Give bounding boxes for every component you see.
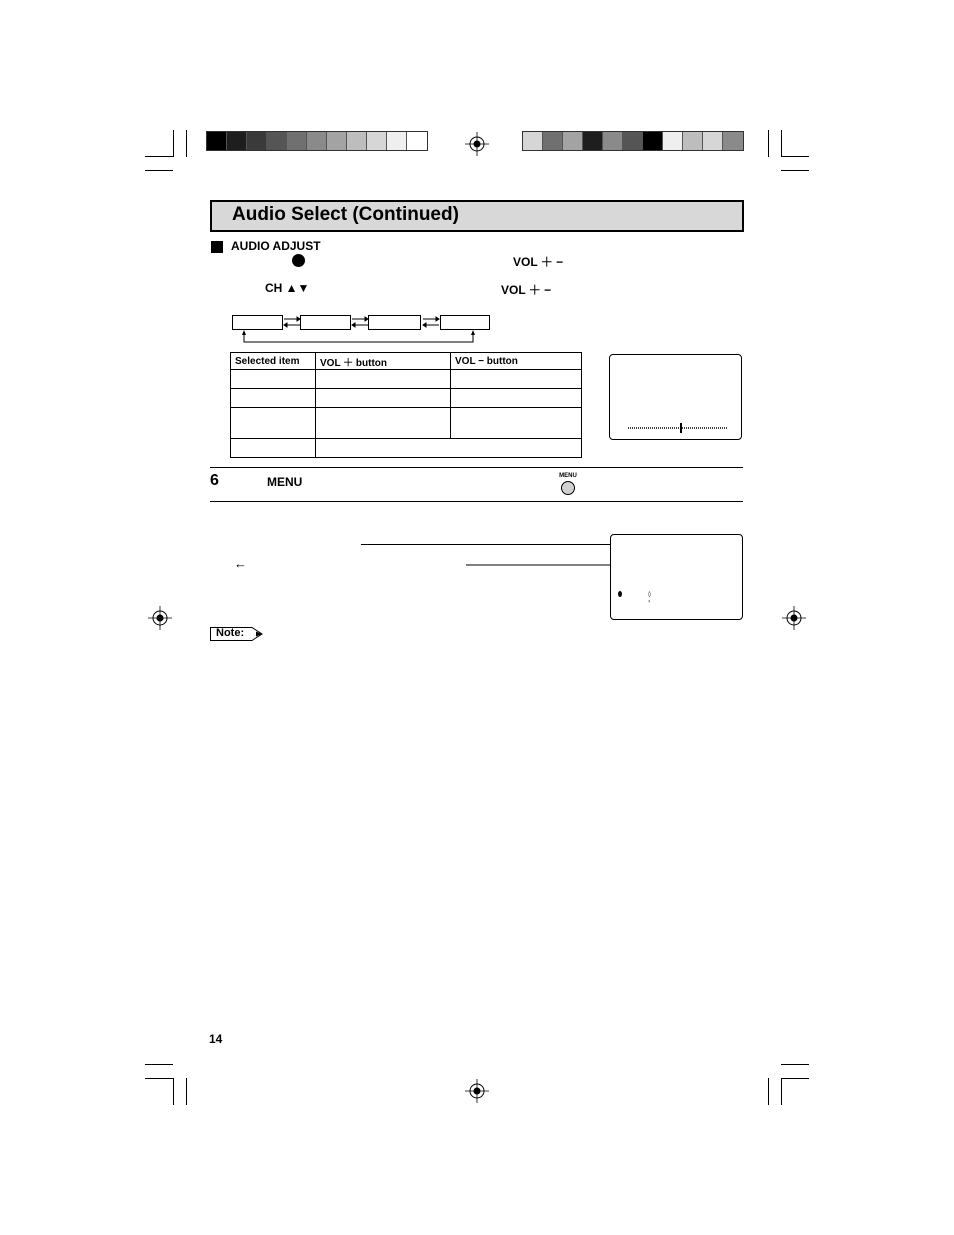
menu-button-label: MENU	[559, 473, 577, 479]
color-swatch	[367, 132, 387, 150]
divider	[210, 467, 743, 468]
color-swatch	[387, 132, 407, 150]
color-swatch	[603, 132, 623, 150]
color-swatch	[563, 132, 583, 150]
color-swatch	[723, 132, 743, 150]
divider	[210, 501, 743, 502]
section-heading: AUDIO ADJUST	[231, 239, 321, 253]
page-title: Audio Select (Continued)	[232, 204, 459, 225]
registration-target-icon	[465, 132, 489, 156]
audio-adjust-table	[230, 352, 582, 458]
page-number: 14	[209, 1032, 223, 1046]
vol-plus-minus-label: VOL ＋ −	[513, 255, 564, 269]
registration-target-icon	[465, 1079, 489, 1103]
color-swatch	[663, 132, 683, 150]
color-swatch	[347, 132, 367, 150]
color-swatch	[267, 132, 287, 150]
color-calibration-bar-left	[206, 131, 428, 151]
menu-label: MENU	[267, 475, 303, 489]
balance-level-bar	[627, 423, 729, 433]
svg-text:◊: ◊	[648, 591, 651, 598]
table-header: VOL − button	[451, 353, 582, 370]
color-swatch	[227, 132, 247, 150]
tv-screen-menu	[610, 534, 743, 620]
registration-target-icon	[148, 606, 172, 630]
title-band	[210, 200, 744, 232]
color-swatch	[327, 132, 347, 150]
color-swatch	[583, 132, 603, 150]
section-bullet-icon	[211, 241, 223, 253]
color-calibration-bar-right	[522, 131, 744, 151]
registration-target-icon	[782, 606, 806, 630]
color-swatch	[207, 132, 227, 150]
color-swatch	[623, 132, 643, 150]
table-row	[231, 370, 582, 389]
left-arrow-icon: ←	[234, 556, 247, 571]
color-swatch	[287, 132, 307, 150]
svg-text:‹: ‹	[648, 598, 651, 605]
menu-item-markers	[647, 589, 655, 605]
color-swatch	[407, 132, 427, 150]
ch-up-down-label: CH ▲▼	[265, 281, 310, 295]
enter-button-icon	[292, 254, 305, 267]
color-swatch	[683, 132, 703, 150]
cursor-dot-icon	[618, 591, 622, 597]
table-row	[231, 408, 582, 439]
step-number: 6	[210, 472, 219, 489]
note-label: Note:	[216, 627, 245, 639]
vol-plus-minus-label: VOL ＋ −	[501, 283, 552, 297]
table-row	[231, 389, 582, 408]
table-header: Selected item	[231, 353, 316, 370]
table-row	[231, 439, 582, 458]
flow-arrows	[230, 314, 495, 344]
menu-button-icon	[561, 481, 575, 495]
tv-screen-audio-adjust	[609, 354, 742, 440]
color-swatch	[643, 132, 663, 150]
color-swatch	[703, 132, 723, 150]
color-swatch	[523, 132, 543, 150]
color-swatch	[307, 132, 327, 150]
table-header: VOL ＋ button	[316, 353, 451, 370]
color-swatch	[247, 132, 267, 150]
color-swatch	[543, 132, 563, 150]
